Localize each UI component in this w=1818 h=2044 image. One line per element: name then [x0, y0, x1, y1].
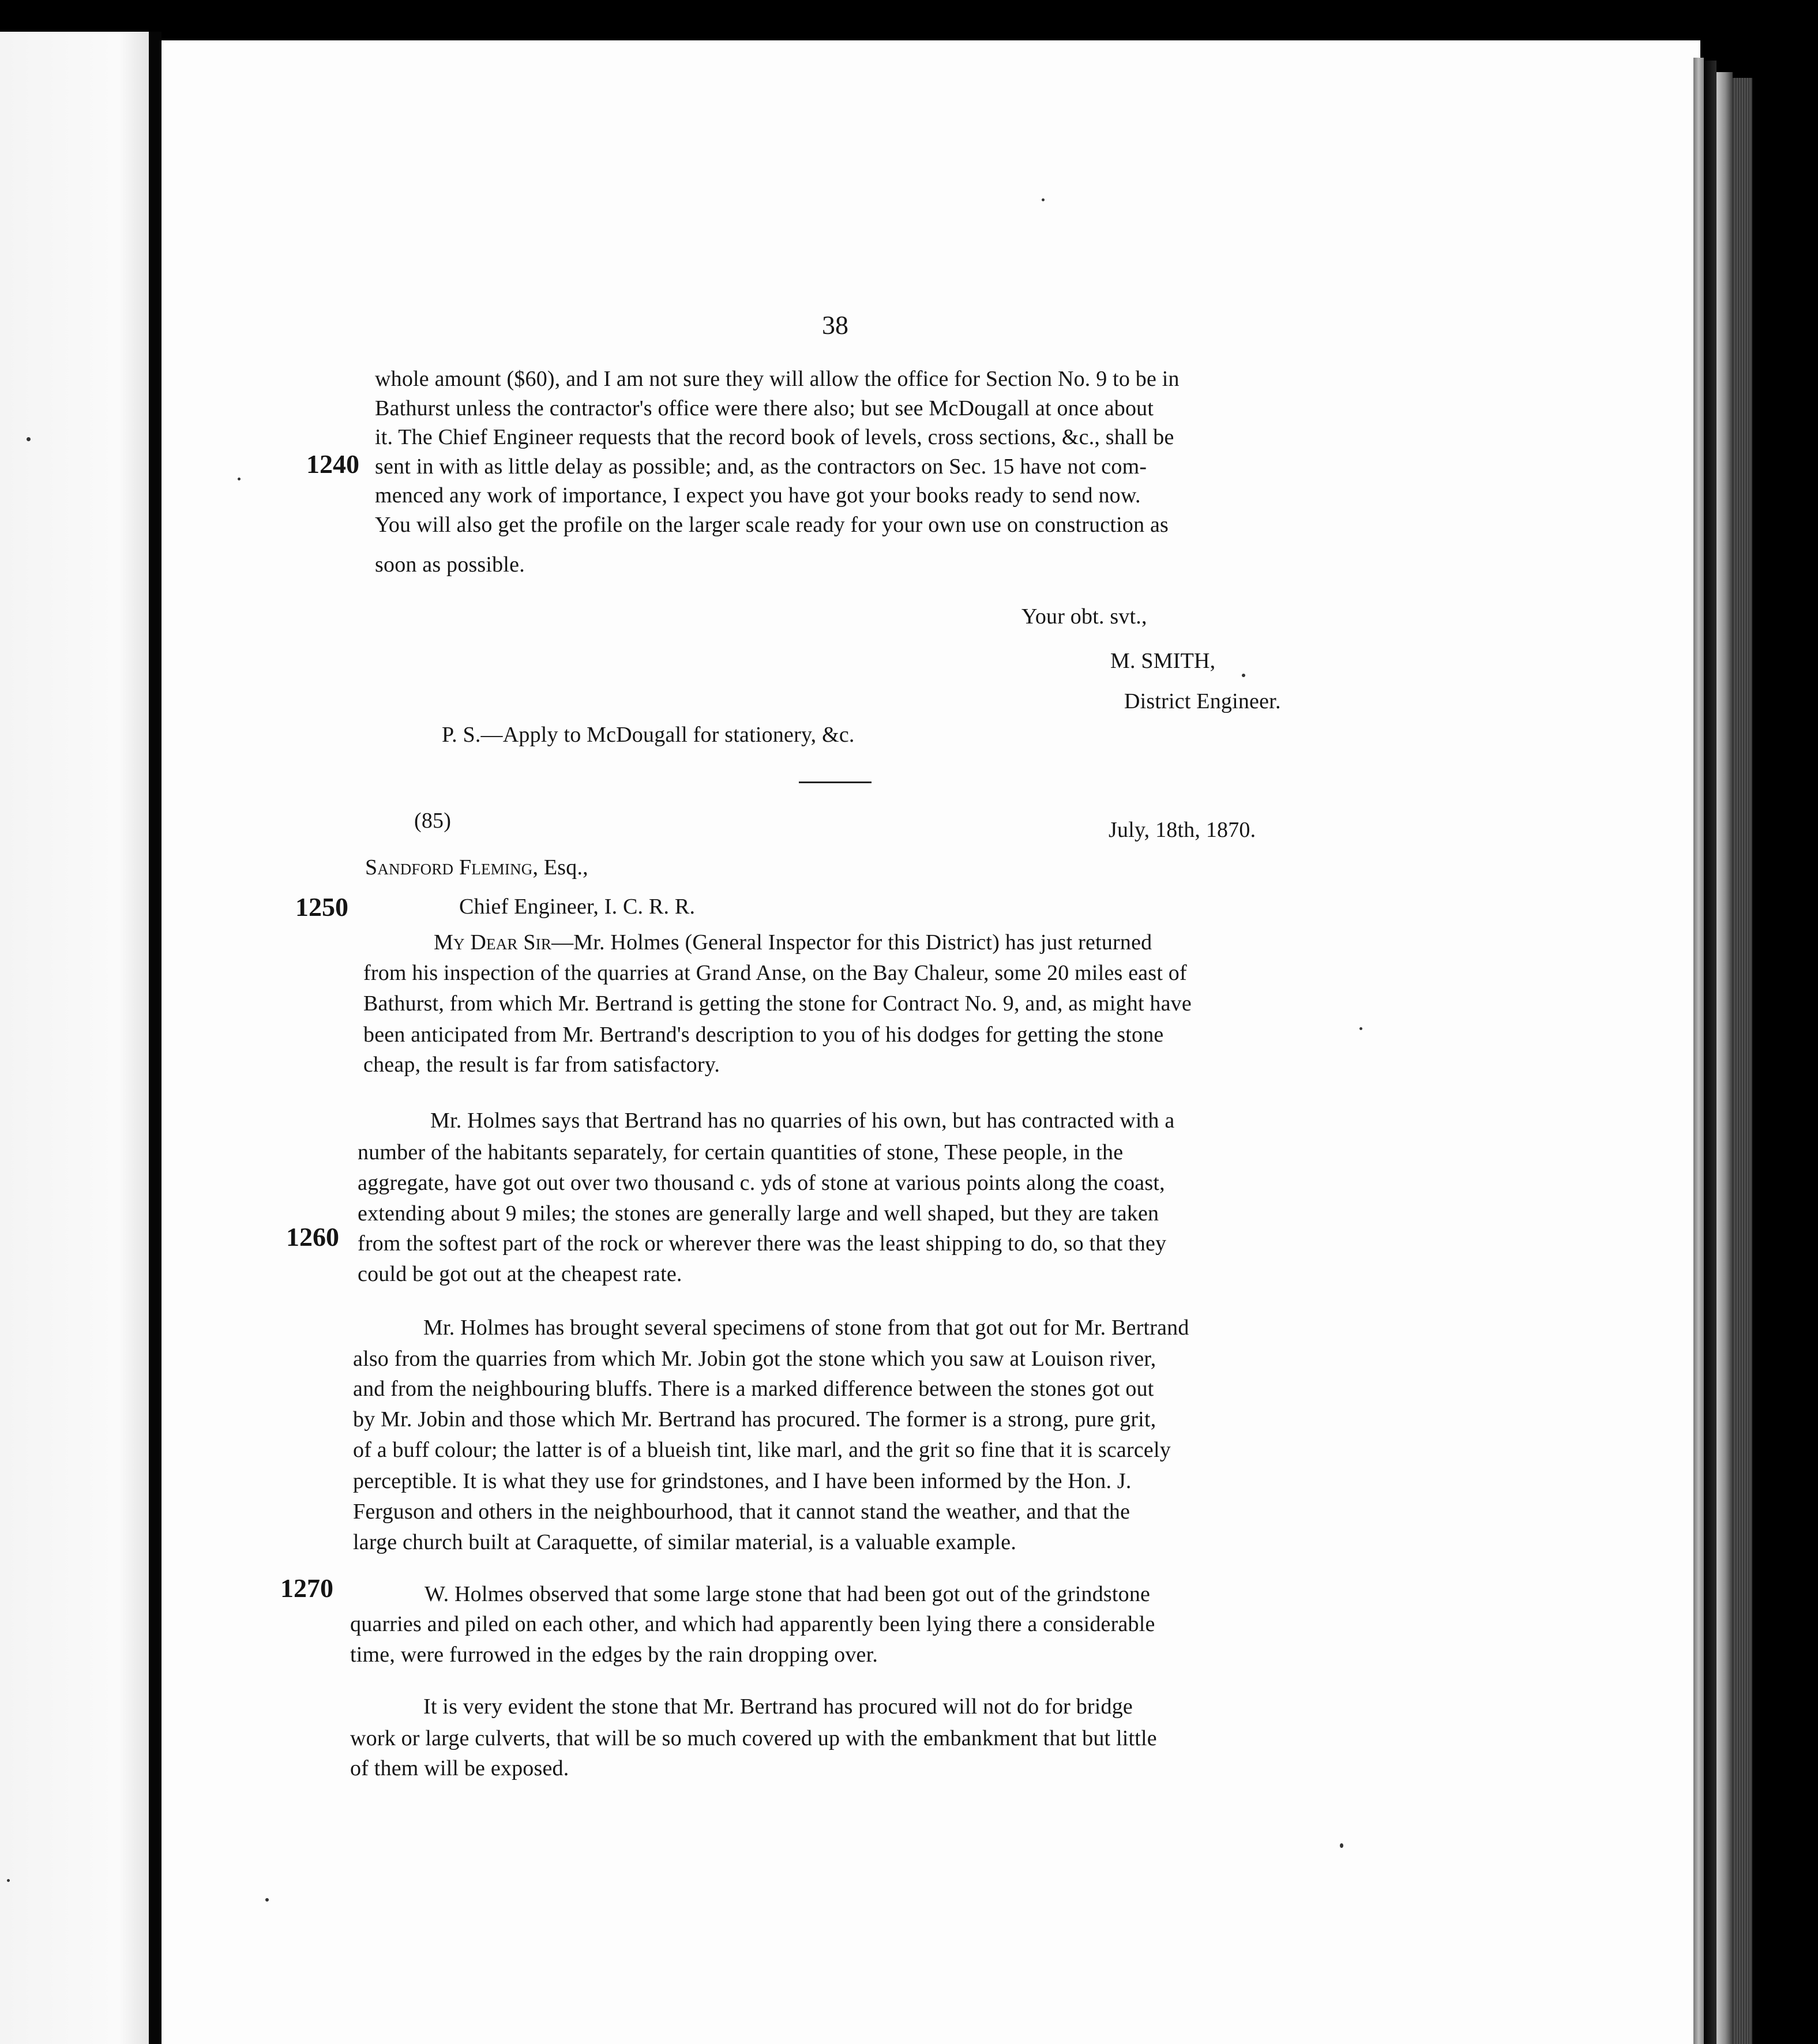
binding-gutter [149, 32, 161, 2044]
paragraph1-line-4: been anticipated from Mr. Bertrand's description to you of his dodges for getting the stone [363, 1023, 1164, 1047]
salutation: My Dear Sir [434, 930, 552, 955]
paragraph5-line-2: work or large culverts, that will be so much covered up with the embankment that but little [350, 1726, 1157, 1750]
letter1-line-6: You will also get the profile on the larger scale ready for your own use on construction as [375, 513, 1169, 537]
scan-speck [265, 1898, 269, 1902]
letter1-line-7: soon as possible. [375, 553, 525, 577]
scan-speck [1242, 674, 1245, 677]
letter1-signature: M. SMITH, [1110, 649, 1216, 673]
letter1-line-3: it. The Chief Engineer requests that the record book of levels, cross sections, &c., shall be [375, 425, 1174, 449]
paragraph2-line-1: Mr. Holmes says that Bertrand has no quarries of his own, but has contracted with a [430, 1109, 1175, 1133]
scan-speck [1340, 1843, 1343, 1848]
letter1-line-5: menced any work of importance, I expect you have got your books ready to send now. [375, 483, 1141, 508]
paragraph3-line-2: also from the quarries from which Mr. Jobin got the stone which you saw at Louison river, [353, 1347, 1156, 1371]
scan-top-border [0, 0, 1818, 40]
paragraph5-line-1: It is very evident the stone that Mr. Bertrand has procured will not do for bridge [423, 1694, 1133, 1719]
facing-page [0, 32, 149, 2044]
paragraph1-line-1: —Mr. Holmes (General Inspector for this District) has just returned [551, 930, 1152, 955]
addressee [365, 856, 588, 878]
paragraph2-line-3: aggregate, have got out over two thousand c. yds of stone at various points along the coast, [358, 1171, 1165, 1195]
scan-speck [238, 478, 241, 480]
line-number-1250: 1250 [295, 892, 348, 922]
paragraph3-line-7: Ferguson and others in the neighbourhood, that it cannot stand the weather, and that the [353, 1500, 1130, 1524]
page-number: 38 [822, 310, 848, 340]
paragraph3-line-3: and from the neighbouring bluffs. There is a marked difference between the stones got out [353, 1377, 1154, 1401]
letter1-postscript: P. S.—Apply to McDougall for stationery, &c. [442, 723, 855, 747]
paragraph3-line-6: perceptible. It is what they use for grindstones, and I have been informed by the Hon. J. [353, 1469, 1132, 1493]
addressee-suffix: , Esq., [532, 855, 588, 880]
addressee-title: Chief Engineer, I. C. R. R. [459, 895, 696, 919]
paragraph3-line-1: Mr. Holmes has brought several specimens of stone from that got out for Mr. Bertrand [423, 1316, 1189, 1340]
letter1-line-4: sent in with as little delay as possible; and, as the contractors on Sec. 15 have not com- [375, 454, 1147, 479]
addressee-name: Sandford Fleming [365, 855, 533, 880]
salutation-line [434, 931, 1152, 953]
scan-speck [7, 1879, 10, 1882]
paragraph1-line-3: Bathurst, from which Mr. Bertrand is getting the stone for Contract No. 9, and, as might have [363, 991, 1192, 1016]
paragraph1-line-2: from his inspection of the quarries at Grand Anse, on the Bay Chaleur, some 20 miles east of [363, 961, 1187, 985]
paragraph2-line-2: number of the habitants separately, for certain quantities of stone, These people, in the [358, 1140, 1124, 1164]
paragraph2-line-4: extending about 9 miles; the stones are generally large and well shaped, but they are taken [358, 1201, 1159, 1226]
paragraph2-line-6: could be got out at the cheapest rate. [358, 1262, 682, 1286]
paragraph2-line-5: from the softest part of the rock or wherever there was the least shipping to do, so that they [358, 1231, 1167, 1256]
letter1-line-2: Bathurst unless the contractor's office were there also; but see McDougall at once about [375, 396, 1154, 420]
line-number-1240: 1240 [306, 449, 359, 479]
letter-number: (85) [414, 809, 452, 833]
scan-speck [1042, 198, 1045, 201]
line-number-1270: 1270 [280, 1573, 333, 1603]
scan-right-border [1752, 81, 1818, 2044]
paragraph4-line-1: W. Holmes observed that some large stone that had been got out of the grindstone [425, 1582, 1151, 1606]
page-stack-edge [1733, 78, 1752, 2044]
paragraph5-line-3: of them will be exposed. [350, 1756, 569, 1780]
line-number-1260: 1260 [286, 1222, 339, 1252]
paragraph3-line-5: of a buff colour; the latter is of a blueish tint, like marl, and the grit so fine that it is scarcely [353, 1438, 1171, 1462]
page-edge [1693, 58, 1704, 2044]
page-edge [1716, 72, 1733, 2044]
letter1-signer-title: District Engineer. [1124, 689, 1281, 713]
paragraph4-line-3: time, were furrowed in the edges by the rain dropping over. [350, 1643, 878, 1667]
paragraph3-line-8: large church built at Caraquette, of similar material, is a valuable example. [353, 1530, 1017, 1554]
scan-speck [27, 437, 31, 441]
letter1-closing: Your obt. svt., [1021, 604, 1147, 629]
paragraph1-line-5: cheap, the result is far from satisfactory. [363, 1053, 720, 1077]
paragraph3-line-4: by Mr. Jobin and those which Mr. Bertrand has procured. The former is a strong, pure grit, [353, 1407, 1156, 1431]
scan-speck [1359, 1027, 1362, 1030]
section-divider [799, 781, 872, 783]
page-edge [1704, 61, 1716, 2044]
letter1-line-1: whole amount ($60), and I am not sure they will allow the office for Section No. 9 to be in [375, 367, 1180, 391]
paragraph4-line-2: quarries and piled on each other, and which had apparently been lying there a considerable [350, 1612, 1155, 1636]
letter-date: July, 18th, 1870. [1109, 818, 1256, 842]
